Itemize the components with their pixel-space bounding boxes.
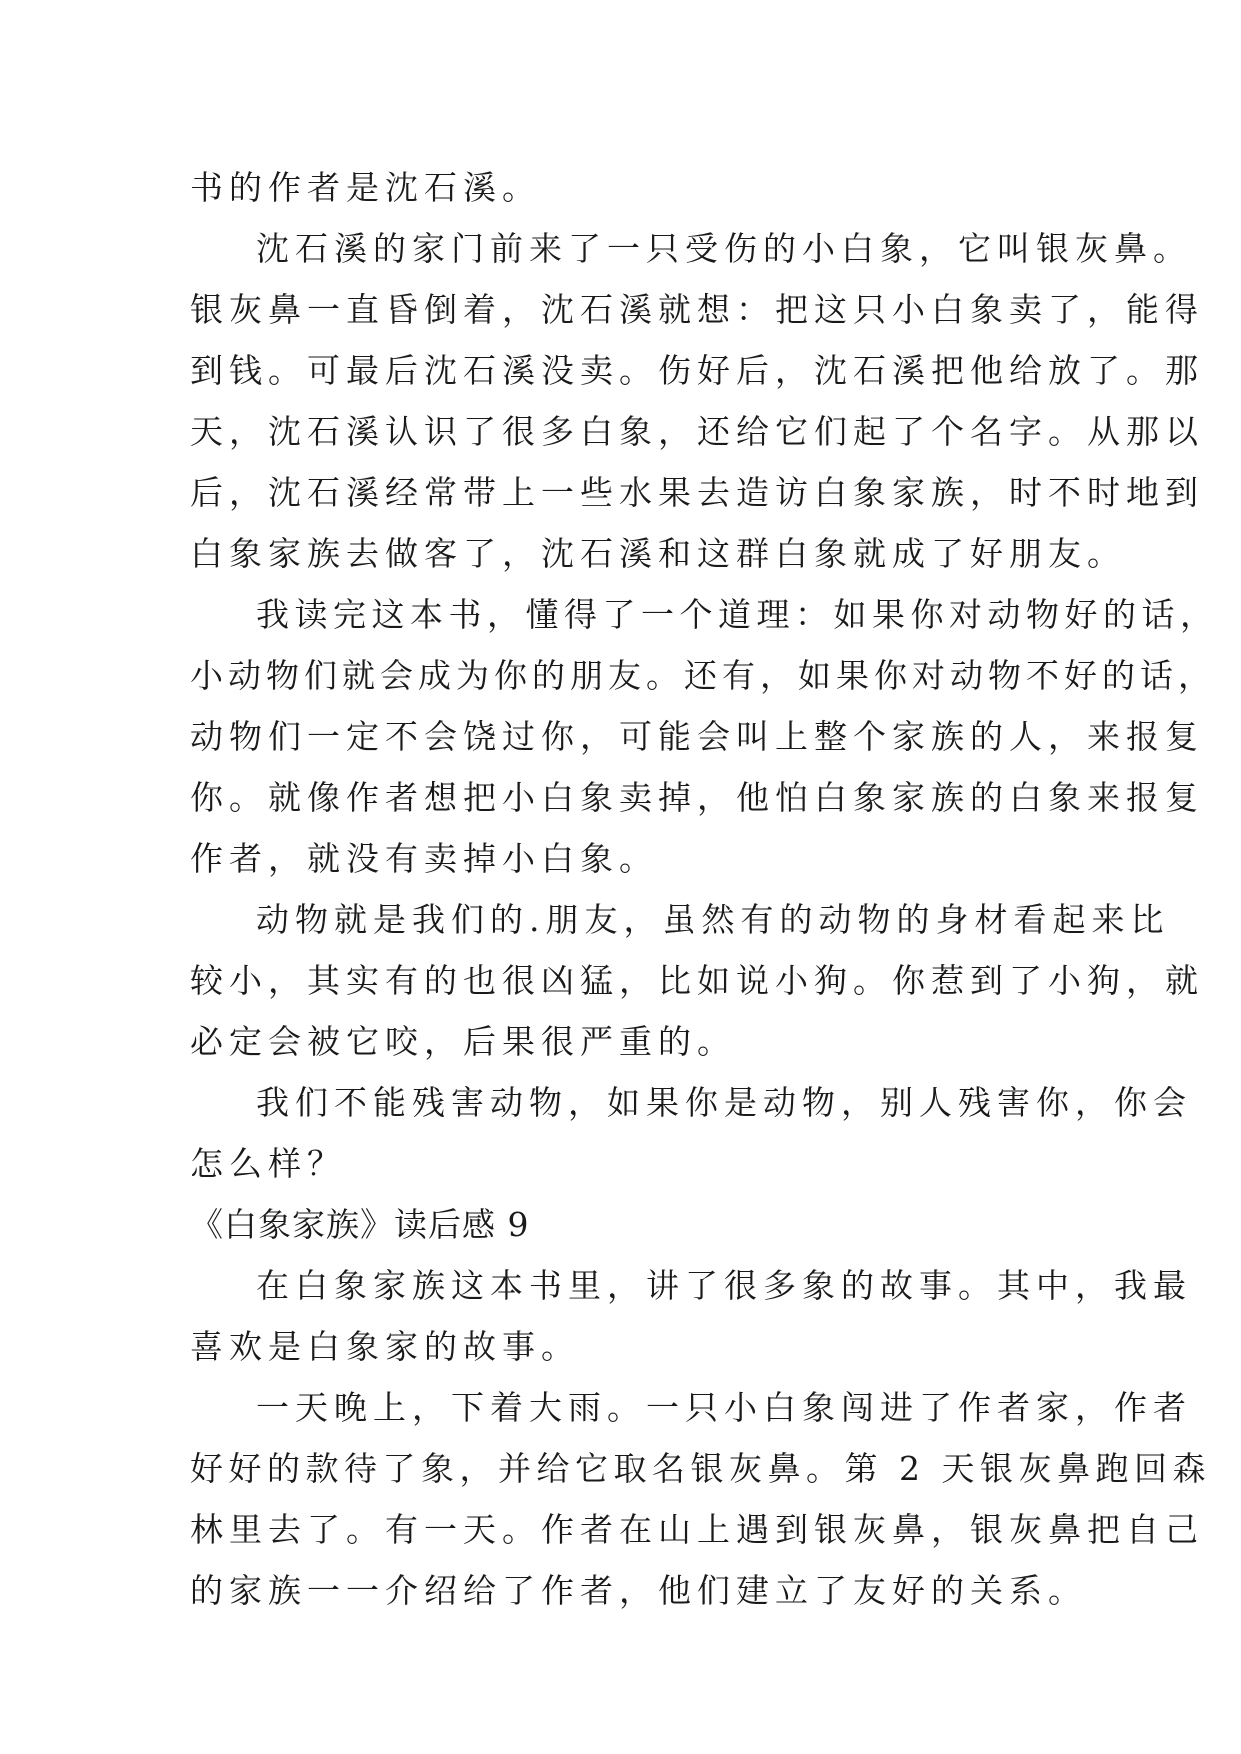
text-line: 到钱。可最后沈石溪没卖。伤好后，沈石溪把他给放了。那	[190, 351, 1204, 390]
text-line: 作者，就没有卖掉小白象。	[190, 839, 658, 878]
text-line: 书的作者是沈石溪。	[190, 168, 541, 207]
text-line: 小动物们就会成为你的朋友。还有，如果你对动物不好的话，	[190, 656, 1216, 695]
text-line: 较小，其实有的也很凶猛，比如说小狗。你惹到了小狗，就	[190, 961, 1204, 1000]
text-line: 我读完这本书，懂得了一个道理：如果你对动物好的话，	[256, 595, 1219, 634]
text-line: 白象家族去做客了，沈石溪和这群白象就成了好朋友。	[190, 534, 1126, 573]
text-line: 喜欢是白象家的故事。	[190, 1327, 580, 1366]
text-line: 你。就像作者想把小白象卖掉，他怕白象家族的白象来报复	[190, 778, 1204, 817]
section-heading: 《白象家族》读后感 9	[190, 1205, 530, 1244]
text-line: 天，沈石溪认识了很多白象，还给它们起了个名字。从那以	[190, 412, 1204, 451]
text-line: 林里去了。有一天。作者在山上遇到银灰鼻，银灰鼻把自己	[190, 1510, 1204, 1549]
text-line: 动物们一定不会饶过你，可能会叫上整个家族的人，来报复	[190, 717, 1204, 756]
text-line: 好好的款待了象，并给它取名银灰鼻。第 2 天银灰鼻跑回森	[190, 1449, 1211, 1488]
text-line: 必定会被它咬，后果很严重的。	[190, 1022, 736, 1061]
document-body	[190, 157, 1219, 1621]
text-line: 动物就是我们的.朋友，虽然有的动物的身材看起来比	[256, 900, 1170, 939]
text-line: 我们不能残害动物，如果你是动物，别人残害你，你会	[256, 1083, 1192, 1122]
text-line: 后，沈石溪经常带上一些水果去造访白象家族，时不时地到	[190, 473, 1204, 512]
text-line: 银灰鼻一直昏倒着，沈石溪就想：把这只小白象卖了，能得	[190, 290, 1204, 329]
text-line: 一天晚上，下着大雨。一只小白象闯进了作者家，作者	[256, 1388, 1192, 1427]
text-line: 的家族一一介绍给了作者，他们建立了友好的关系。	[190, 1571, 1087, 1610]
text-line: 沈石溪的家门前来了一只受伤的小白象，它叫银灰鼻。	[256, 229, 1192, 268]
text-line: 怎么样？	[190, 1144, 346, 1183]
text-line: 在白象家族这本书里，讲了很多象的故事。其中，我最	[256, 1266, 1192, 1305]
